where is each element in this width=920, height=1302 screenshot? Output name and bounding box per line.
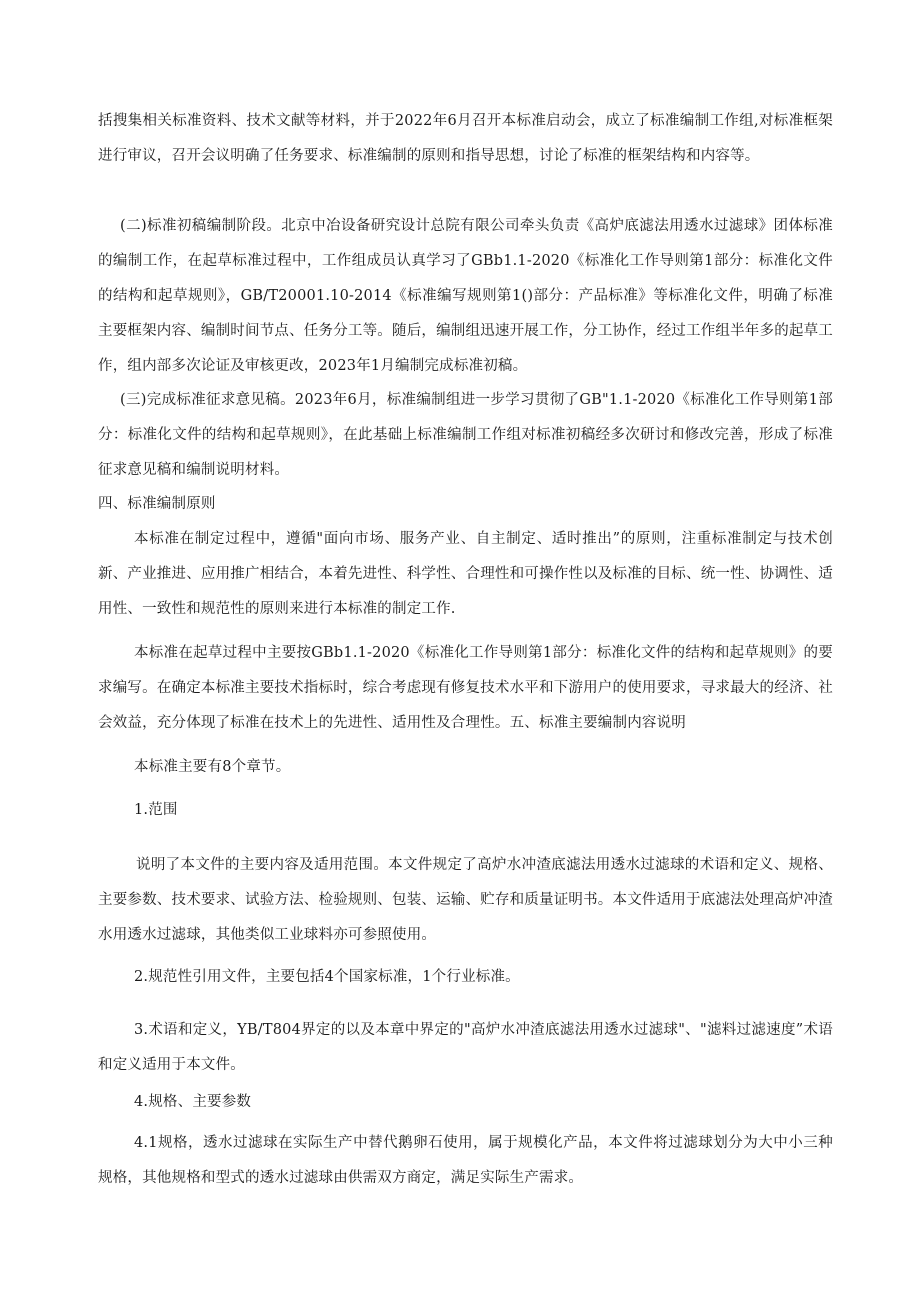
paragraph-normative-references: 2.规范性引用文件，主要包括4个国家标准，1个行业标准。 [134, 969, 520, 985]
heading-specifications-parameters: 4.规格、主要参数 [134, 1094, 252, 1110]
paragraph-scope-content: 说明了本文件的主要内容及适用范围。本文件规定了高炉水冲渣底滤法用透水过滤球的术语和定义、规格、主要参数、技术要求、试验方法、检验规则、包装、运输、贮存和质量证明书。本文件适用于底滤法处理高炉冲渣水用透水过滤球，其他类似工业球料亦可参照使用。 [98, 857, 833, 943]
paragraph-draft-stage: (二)标准初稿编制阶段。北京中冶设备研究设计总院有限公司牵头负责《高炉底滤法用透水过滤球》团体标准的编制工作，在起草标准过程中，工作组成员认真学习了GBb1.1-2020《标准化工作导则第1部分：标准化文件的结构和起草规则》，GB/T20001.10-2014《标准编写规则第1()部分：产品标准》等标准化文件，明确了标准主要框架内容、编制时间节点、任务分工等。随后，编制组迅速开展工作，分工协作，经过工作组半年多的起草工作，组内部多次论证及审核更改，2023年1月编制完成标准初稿。 [98, 218, 833, 374]
paragraph-terms-definitions: 3.术语和定义，YB/T804界定的以及本章中界定的"高炉水冲渣底滤法用透水过滤球"、"滤料过滤速度”术语和定义适用于本文件。 [98, 1022, 833, 1073]
paragraph-standard-startup: 括搜集相关标准资料、技术文献等材料，并于2022年6月召开本标准启动会，成立了标准编制工作组,对标准框架进行审议，召开会议明确了任务要求、标准编制的原则和指导思想，讨论了标准的框架结构和内容等。 [98, 113, 833, 164]
paragraph-chapter-count: 本标准主要有8个章节。 [134, 759, 291, 775]
heading-compilation-principles: 四、标准编制原则 [98, 496, 216, 512]
paragraph-principles: 本标准在制定过程中，遵循"面向市场、服务产业、自主制定、适时推出”的原则，注重标准制定与技术创新、产业推进、应用推广相结合，本着先进性、科学性、合理性和可操作性以及标准的目标、统一性、协调性、适用性、一致性和规范性的原则来进行本标准的制定工作. [98, 531, 833, 617]
paragraph-specifications: 4.1规格，透水过滤球在实际生产中替代鹅卵石使用，属于规模化产品，本文件将过滤球划分为大中小三种规格，其他规格和型式的透水过滤球由供需双方商定，满足实际生产需求。 [98, 1135, 833, 1186]
paragraph-consultation-draft: (三)完成标准征求意见稿。2023年6月，标准编制组进一步学习贯彻了GB"1.1-2020《标准化工作导则第1部分：标准化文件的结构和起草规则》，在此基础上标准编制工作组对标准初稿经多次研讨和修改完善，形成了标准征求意见稿和编制说明材料。 [98, 392, 833, 478]
heading-scope: 1.范围 [134, 802, 178, 818]
paragraph-drafting-basis: 本标准在起草过程中主要按GBb1.1-2020《标准化工作导则第1部分：标准化文件的结构和起草规则》的要求编写。在确定本标准主要技术指标时，综合考虑现有修复技术水平和下游用户的使用要求，寻求最大的经济、社会效益，充分体现了标准在技术上的先进性、适用性及合理性。五、标准主要编制内容说明 [98, 645, 833, 731]
